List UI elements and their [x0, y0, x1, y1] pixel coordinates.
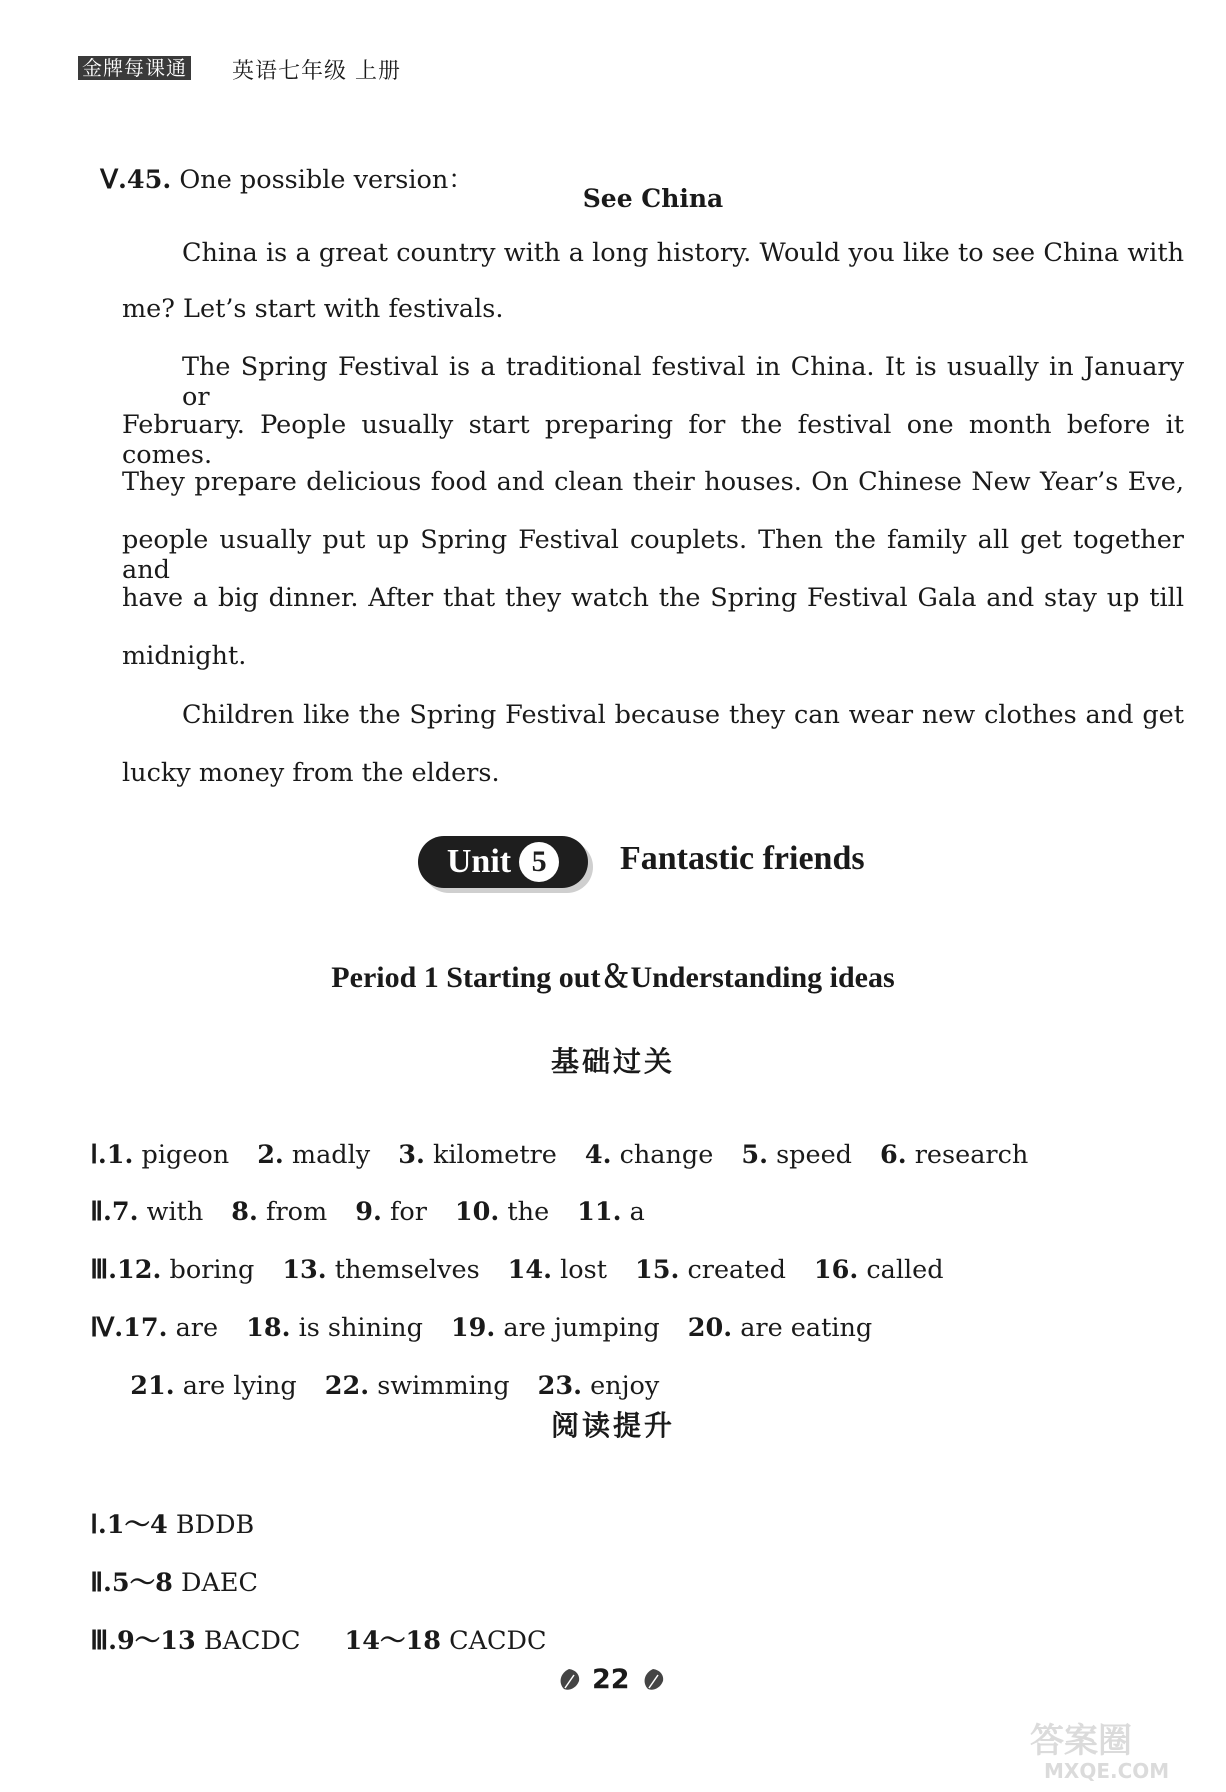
- unit-number: 5: [519, 842, 559, 882]
- answer-row: Ⅱ.7. with 8. from 9. for 10. the 11. a: [90, 1197, 645, 1227]
- answer: research: [914, 1140, 1029, 1170]
- question-number: 17.: [123, 1313, 168, 1343]
- unit-title: Fantastic friends: [620, 840, 865, 877]
- question-number: 11.: [577, 1197, 622, 1227]
- question-number: 7.: [111, 1197, 139, 1227]
- essay-line: Children like the Spring Festival because they can wear new clothes and get: [182, 700, 1184, 730]
- svg-text:MXQE.COM: MXQE.COM: [1044, 1759, 1170, 1783]
- answer: pigeon: [141, 1140, 230, 1170]
- question-number: 16.: [813, 1255, 859, 1285]
- answer: lost: [560, 1255, 607, 1285]
- question-number: 12.: [117, 1255, 162, 1285]
- answer: boring: [169, 1255, 255, 1285]
- answer-row: Ⅰ.1～4 BDDB: [90, 1510, 255, 1540]
- question-number: 3.: [398, 1140, 425, 1170]
- essay-intro: One possible version：: [179, 165, 474, 195]
- answer: is shining: [298, 1313, 423, 1343]
- section-title-basic: 基础过关: [550, 1045, 675, 1078]
- question-range: 1～4: [106, 1510, 168, 1540]
- answer-row: Ⅰ.1. pigeon 2. madly 3. kilometre 4. change 5. speed 6. research: [90, 1140, 1029, 1170]
- answer: themselves: [334, 1255, 480, 1285]
- answer-row: Ⅱ.5～8 DAEC: [90, 1568, 259, 1598]
- answer: the: [507, 1197, 550, 1227]
- essay-line: The Spring Festival is a traditional festival in China. It is usually in January or: [182, 352, 1184, 412]
- answer: with: [146, 1197, 204, 1227]
- question-number: 13.: [282, 1255, 327, 1285]
- page-number: [556, 1664, 666, 1695]
- answer: swimming: [377, 1371, 510, 1401]
- essay-line: me? Let’s start with festivals.: [122, 294, 504, 324]
- question-number: 6.: [880, 1140, 907, 1170]
- essay-line: lucky money from the elders.: [122, 758, 500, 788]
- answer: BACDC: [203, 1626, 301, 1656]
- roman-numeral: Ⅳ: [90, 1313, 115, 1342]
- question-range: 9～13: [117, 1626, 196, 1656]
- answer: CACDC: [449, 1626, 547, 1656]
- roman-numeral: Ⅴ: [100, 165, 119, 194]
- question-number: 45.: [126, 165, 172, 195]
- answer: created: [687, 1255, 786, 1285]
- question-range: 5～8: [111, 1568, 173, 1598]
- question-range: 14～18: [344, 1626, 441, 1656]
- answer: speed: [776, 1140, 852, 1170]
- roman-numeral: Ⅱ: [90, 1568, 104, 1597]
- essay-label: Ⅴ.45. One possible version：: [100, 165, 474, 195]
- answer: are eating: [740, 1313, 873, 1343]
- essay-line: China is a great country with a long history. Would you like to see China with: [182, 238, 1184, 268]
- answer-row: Ⅲ.12. boring 13. themselves 14. lost 15. created 16. called: [90, 1255, 944, 1285]
- svg-text:答案圈: 答案圈: [1030, 1721, 1132, 1761]
- answer: BDDB: [175, 1510, 255, 1540]
- essay-line: They prepare delicious food and clean their houses. On Chinese New Year’s Eve,: [122, 467, 1184, 497]
- roman-numeral: Ⅲ: [90, 1255, 109, 1284]
- question-number: 22.: [324, 1371, 370, 1401]
- question-number: 9.: [355, 1197, 382, 1227]
- page-number-text: 22: [592, 1664, 630, 1695]
- question-number: 20.: [687, 1313, 733, 1343]
- question-number: 5.: [741, 1140, 768, 1170]
- answer: are jumping: [503, 1313, 660, 1343]
- answer: enjoy: [590, 1371, 660, 1401]
- roman-numeral: Ⅱ: [90, 1197, 104, 1226]
- roman-numeral: Ⅰ: [90, 1510, 98, 1539]
- leaf-icon: [640, 1667, 666, 1693]
- question-number: 19.: [450, 1313, 496, 1343]
- answer: called: [866, 1255, 944, 1285]
- question-number: 23.: [537, 1371, 582, 1401]
- answer: DAEC: [181, 1568, 259, 1598]
- period-title: Period 1 Starting out＆Understanding ideas: [331, 961, 895, 994]
- question-number: 4.: [584, 1140, 612, 1170]
- answer: are: [175, 1313, 219, 1343]
- roman-numeral: Ⅲ: [90, 1626, 109, 1655]
- answer: kilometre: [432, 1140, 557, 1170]
- unit-badge: [418, 836, 588, 888]
- question-number: 2.: [257, 1140, 284, 1170]
- question-number: 21.: [130, 1371, 175, 1401]
- watermark-logo: [1022, 1714, 1212, 1784]
- answer: are lying: [182, 1371, 297, 1401]
- answer: madly: [291, 1140, 371, 1170]
- answer-row: Ⅳ.17. are 18. is shining 19. are jumping 20. are eating: [90, 1313, 873, 1343]
- brand-label: 金牌每课通: [78, 56, 191, 80]
- question-number: 10.: [454, 1197, 500, 1227]
- question-number: 18.: [246, 1313, 291, 1343]
- essay-title: See China: [582, 184, 724, 213]
- book-title: 英语七年级 上册: [232, 59, 401, 84]
- essay-line: February. People usually start preparing for the festival one month before it comes.: [122, 410, 1184, 470]
- essay-line: have a big dinner. After that they watch the Spring Festival Gala and stay up till: [122, 583, 1184, 613]
- answer: from: [266, 1197, 328, 1227]
- roman-numeral: Ⅰ: [90, 1140, 98, 1169]
- section-title-reading: 阅读提升: [550, 1409, 675, 1442]
- answer: change: [619, 1140, 714, 1170]
- question-number: 14.: [507, 1255, 553, 1285]
- answer-row: Ⅲ.9～13 BACDC 14～18 CACDC: [90, 1626, 547, 1656]
- question-number: 15.: [634, 1255, 680, 1285]
- answer-row: [114, 1341, 659, 1401]
- question-number: 8.: [231, 1197, 258, 1227]
- answer: a: [629, 1197, 645, 1227]
- question-number: 1.: [106, 1140, 134, 1170]
- essay-line: people usually put up Spring Festival couplets. Then the family all get together and: [122, 525, 1184, 585]
- answer: for: [389, 1197, 427, 1227]
- unit-word: Unit: [446, 843, 512, 880]
- essay-line: midnight.: [122, 641, 247, 671]
- leaf-icon: [556, 1667, 582, 1693]
